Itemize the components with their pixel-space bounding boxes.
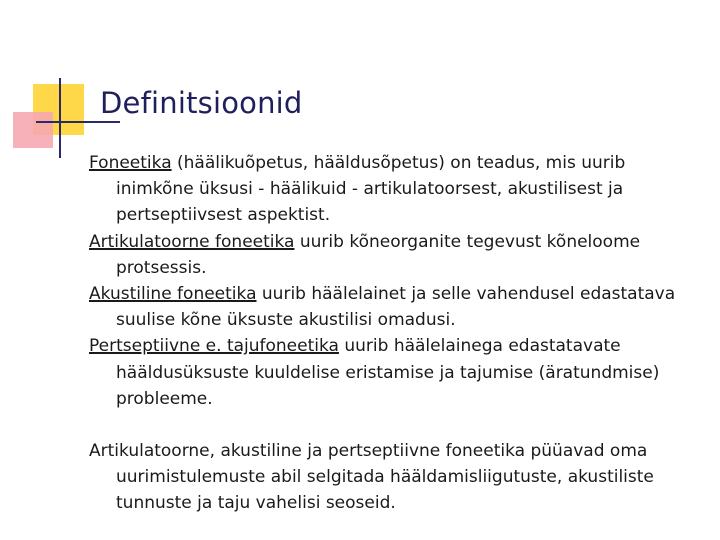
definition-text: uurib kõneorganite tegevust kõneloome protsessis. — [116, 231, 641, 278]
paragraph-spacer — [89, 412, 689, 438]
definition-artikulatoorne — [89, 229, 689, 281]
vertical-rule-decoration — [59, 78, 61, 158]
horizontal-rule-decoration — [36, 121, 120, 123]
summary-paragraph: Artikulatoorne, akustiline ja pertseptiivne foneetika püüavad oma uurimistulemuste abil selgitada hääldamisliigutuste, akustiliste tunnuste ja taju vahelisi seoseid. — [89, 441, 654, 514]
definition-text: uurib häälelainet ja selle vahendusel edastatava suulise kõne üksuste akustilisi omadusi. — [116, 284, 676, 331]
definition-akustiline — [89, 281, 689, 333]
definition-pertseptiivne — [89, 333, 689, 412]
definition-text: uurib häälelainega edastatavate hääldusüksuste kuuldelise eristamise ja tajumise (äratundmise) probleeme. — [116, 336, 660, 409]
slide-title: Definitsioonid — [100, 86, 303, 120]
term-link[interactable]: Akustiline foneetika — [89, 284, 257, 305]
slide-decoration — [0, 0, 120, 170]
pink-square-decoration — [13, 112, 53, 148]
definition-text: (häälikuõpetus, hääldusõpetus) on teadus, mis uurib inimkõne üksusi - häälikuid - artikulatoorsest, akustilisest ja pertseptiivsest aspektist. — [116, 153, 626, 226]
slide-body — [89, 150, 689, 517]
definition-foneetika — [89, 150, 689, 229]
term-link[interactable]: Foneetika — [89, 153, 172, 173]
term-link[interactable]: Artikulatoorne foneetika — [89, 231, 295, 252]
term-link[interactable]: Pertseptiivne e. tajufoneetika — [89, 336, 339, 357]
